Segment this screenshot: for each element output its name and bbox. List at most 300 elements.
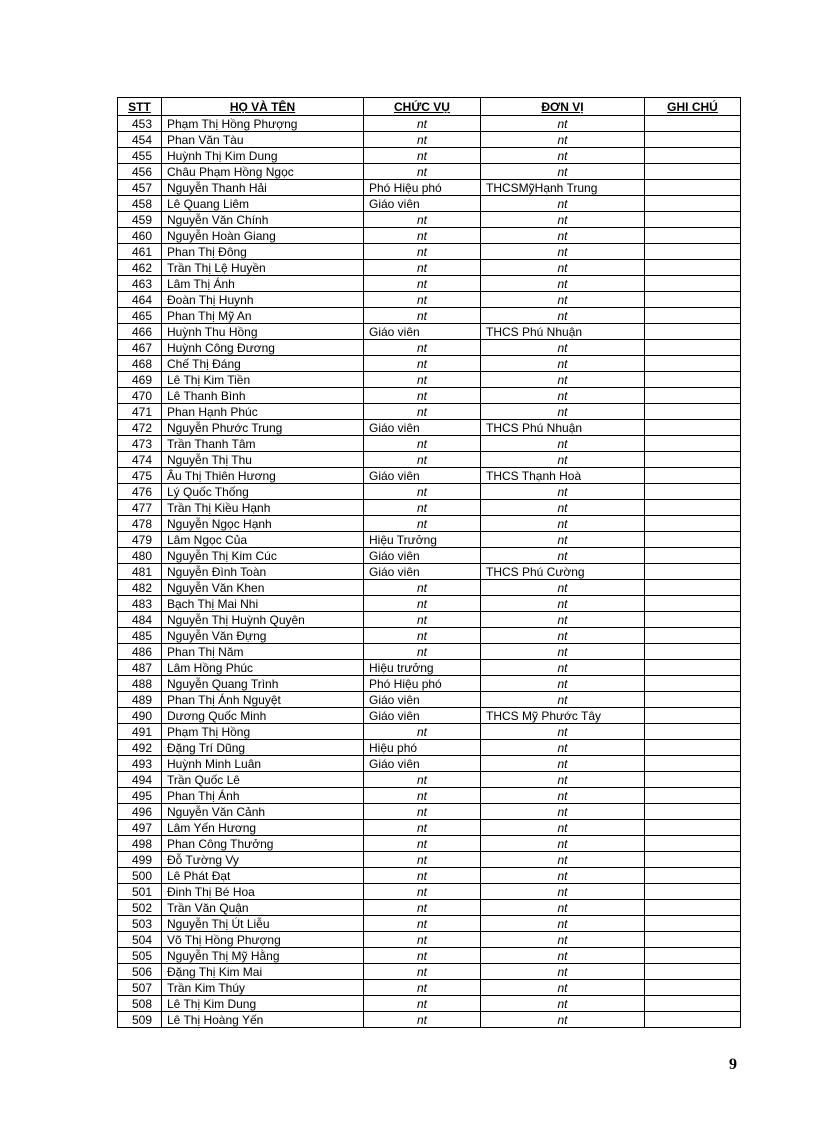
header-full-name: HỌ VÀ TÊN: [162, 98, 364, 116]
cell-full-name: Huỳnh Thị Kim Dung: [162, 148, 364, 164]
cell-full-name: Lê Phát Đạt: [162, 868, 364, 884]
cell-stt: 457: [118, 180, 162, 196]
cell-stt: 487: [118, 660, 162, 676]
cell-position: nt: [364, 884, 481, 900]
cell-full-name: Chế Thị Đáng: [162, 356, 364, 372]
page-number: 9: [729, 1056, 737, 1073]
cell-stt: 461: [118, 244, 162, 260]
cell-full-name: Nguyễn Thị Mỹ Hằng: [162, 948, 364, 964]
cell-stt: 473: [118, 436, 162, 452]
cell-full-name: Lý Quốc Thống: [162, 484, 364, 500]
cell-note: [645, 708, 741, 724]
cell-stt: 467: [118, 340, 162, 356]
cell-note: [645, 228, 741, 244]
cell-unit: nt: [481, 292, 645, 308]
table-row: [118, 180, 741, 196]
cell-position: nt: [364, 964, 481, 980]
cell-position: nt: [364, 900, 481, 916]
cell-position: nt: [364, 804, 481, 820]
cell-note: [645, 452, 741, 468]
header-unit: ĐƠN VỊ: [481, 98, 645, 116]
cell-note: [645, 324, 741, 340]
table-row: [118, 788, 741, 804]
cell-stt: 484: [118, 612, 162, 628]
cell-unit: nt: [481, 740, 645, 756]
cell-position: nt: [364, 452, 481, 468]
cell-full-name: Đinh Thị Bé Hoa: [162, 884, 364, 900]
cell-stt: 504: [118, 932, 162, 948]
cell-unit: nt: [481, 612, 645, 628]
cell-position: nt: [364, 980, 481, 996]
cell-unit: nt: [481, 356, 645, 372]
table-row: [118, 548, 741, 564]
cell-full-name: Lâm Thị Ánh: [162, 276, 364, 292]
cell-note: [645, 356, 741, 372]
table-row: [118, 356, 741, 372]
table-row: [118, 372, 741, 388]
staff-table: [117, 97, 741, 1028]
table-row: [118, 932, 741, 948]
cell-unit: nt: [481, 164, 645, 180]
cell-position: Giáo viên: [364, 708, 481, 724]
table-row: [118, 852, 741, 868]
cell-full-name: Lê Thị Hoàng Yến: [162, 1012, 364, 1028]
table-row: [118, 916, 741, 932]
cell-unit: nt: [481, 388, 645, 404]
header-note: GHI CHÚ: [645, 98, 741, 116]
table-row: [118, 116, 741, 132]
cell-unit: nt: [481, 884, 645, 900]
cell-stt: 485: [118, 628, 162, 644]
table-row: [118, 212, 741, 228]
cell-unit: nt: [481, 676, 645, 692]
cell-position: nt: [364, 212, 481, 228]
cell-position: nt: [364, 388, 481, 404]
table-row: [118, 580, 741, 596]
cell-stt: 453: [118, 116, 162, 132]
cell-full-name: Huỳnh Minh Luân: [162, 756, 364, 772]
cell-stt: 471: [118, 404, 162, 420]
cell-unit: nt: [481, 804, 645, 820]
cell-note: [645, 580, 741, 596]
table-row: [118, 196, 741, 212]
cell-stt: 472: [118, 420, 162, 436]
cell-position: nt: [364, 516, 481, 532]
cell-unit: nt: [481, 340, 645, 356]
cell-stt: 503: [118, 916, 162, 932]
cell-position: nt: [364, 500, 481, 516]
cell-position: nt: [364, 132, 481, 148]
table-row: [118, 628, 741, 644]
table-row: [118, 772, 741, 788]
cell-full-name: Lê Thị Kim Tiền: [162, 372, 364, 388]
cell-position: nt: [364, 244, 481, 260]
cell-unit: nt: [481, 932, 645, 948]
table-row: [118, 804, 741, 820]
cell-position: Giáo viên: [364, 420, 481, 436]
cell-note: [645, 596, 741, 612]
cell-unit: nt: [481, 996, 645, 1012]
cell-position: nt: [364, 820, 481, 836]
cell-note: [645, 388, 741, 404]
cell-full-name: Phan Thị Ánh Nguyệt: [162, 692, 364, 708]
cell-stt: 458: [118, 196, 162, 212]
cell-note: [645, 996, 741, 1012]
cell-full-name: Nguyễn Thị Huỳnh Quyên: [162, 612, 364, 628]
cell-stt: 463: [118, 276, 162, 292]
cell-full-name: Âu Thị Thiên Hương: [162, 468, 364, 484]
cell-unit: nt: [481, 212, 645, 228]
cell-stt: 469: [118, 372, 162, 388]
cell-full-name: Lê Thị Kim Dung: [162, 996, 364, 1012]
cell-note: [645, 980, 741, 996]
cell-stt: 490: [118, 708, 162, 724]
cell-full-name: Võ Thị Hồng Phượng: [162, 932, 364, 948]
cell-position: nt: [364, 932, 481, 948]
cell-unit: nt: [481, 196, 645, 212]
cell-unit: nt: [481, 436, 645, 452]
cell-stt: 506: [118, 964, 162, 980]
table-row: [118, 452, 741, 468]
cell-unit: nt: [481, 900, 645, 916]
cell-unit: nt: [481, 868, 645, 884]
cell-stt: 495: [118, 788, 162, 804]
table-row: [118, 996, 741, 1012]
cell-unit: nt: [481, 660, 645, 676]
cell-note: [645, 820, 741, 836]
table-row: [118, 148, 741, 164]
cell-unit: nt: [481, 500, 645, 516]
cell-note: [645, 548, 741, 564]
table-row: [118, 468, 741, 484]
cell-unit: nt: [481, 756, 645, 772]
cell-stt: 465: [118, 308, 162, 324]
cell-note: [645, 292, 741, 308]
table-row: [118, 244, 741, 260]
cell-unit: nt: [481, 1012, 645, 1028]
cell-note: [645, 196, 741, 212]
cell-stt: 492: [118, 740, 162, 756]
cell-position: nt: [364, 948, 481, 964]
cell-stt: 493: [118, 756, 162, 772]
cell-full-name: Dương Quốc Minh: [162, 708, 364, 724]
cell-full-name: Lâm Ngọc Của: [162, 532, 364, 548]
cell-unit: nt: [481, 228, 645, 244]
table-row: [118, 948, 741, 964]
table-row: [118, 644, 741, 660]
cell-stt: 455: [118, 148, 162, 164]
table-row: [118, 900, 741, 916]
cell-position: Phó Hiệu phó: [364, 676, 481, 692]
cell-full-name: Phan Thị Ánh: [162, 788, 364, 804]
cell-note: [645, 788, 741, 804]
cell-note: [645, 244, 741, 260]
cell-note: [645, 724, 741, 740]
cell-unit: nt: [481, 548, 645, 564]
cell-note: [645, 276, 741, 292]
cell-stt: 508: [118, 996, 162, 1012]
cell-full-name: Bạch Thị Mai Nhi: [162, 596, 364, 612]
table-row: [118, 324, 741, 340]
cell-note: [645, 644, 741, 660]
cell-full-name: Nguyễn Hoàn Giang: [162, 228, 364, 244]
table-row: [118, 756, 741, 772]
cell-unit: nt: [481, 596, 645, 612]
cell-position: nt: [364, 596, 481, 612]
cell-unit: nt: [481, 580, 645, 596]
cell-stt: 501: [118, 884, 162, 900]
cell-position: Hiệu trưởng: [364, 660, 481, 676]
cell-note: [645, 116, 741, 132]
cell-position: nt: [364, 436, 481, 452]
table-row: [118, 1012, 741, 1028]
cell-note: [645, 628, 741, 644]
cell-full-name: Phan Thị Mỹ An: [162, 308, 364, 324]
cell-unit: nt: [481, 836, 645, 852]
cell-position: nt: [364, 788, 481, 804]
cell-note: [645, 164, 741, 180]
cell-position: nt: [364, 612, 481, 628]
cell-unit: THCS Phú Nhuận: [481, 324, 645, 340]
cell-position: nt: [364, 340, 481, 356]
cell-position: nt: [364, 1012, 481, 1028]
cell-position: nt: [364, 772, 481, 788]
cell-unit: THCS Mỹ Phước Tây: [481, 708, 645, 724]
cell-note: [645, 740, 741, 756]
table-row: [118, 820, 741, 836]
cell-note: [645, 804, 741, 820]
cell-note: [645, 612, 741, 628]
cell-full-name: Trần Quốc Lê: [162, 772, 364, 788]
cell-full-name: Phan Thị Năm: [162, 644, 364, 660]
cell-position: Hiệu Trưởng: [364, 532, 481, 548]
cell-note: [645, 916, 741, 932]
cell-position: nt: [364, 484, 481, 500]
cell-full-name: Lâm Yến Hương: [162, 820, 364, 836]
cell-unit: nt: [481, 852, 645, 868]
cell-position: nt: [364, 580, 481, 596]
cell-note: [645, 516, 741, 532]
cell-stt: 507: [118, 980, 162, 996]
cell-note: [645, 868, 741, 884]
cell-stt: 509: [118, 1012, 162, 1028]
cell-stt: 474: [118, 452, 162, 468]
cell-full-name: Phạm Thị Hồng: [162, 724, 364, 740]
cell-unit: nt: [481, 516, 645, 532]
cell-stt: 470: [118, 388, 162, 404]
table-row: [118, 532, 741, 548]
cell-full-name: Nguyễn Phước Trung: [162, 420, 364, 436]
cell-note: [645, 308, 741, 324]
cell-full-name: Nguyễn Văn Chính: [162, 212, 364, 228]
table-row: [118, 420, 741, 436]
table-row: [118, 404, 741, 420]
cell-full-name: Lê Thanh Bình: [162, 388, 364, 404]
cell-stt: 456: [118, 164, 162, 180]
cell-stt: 466: [118, 324, 162, 340]
cell-note: [645, 692, 741, 708]
cell-note: [645, 212, 741, 228]
cell-note: [645, 148, 741, 164]
cell-position: nt: [364, 868, 481, 884]
cell-full-name: Trần Kim Thúy: [162, 980, 364, 996]
header-position: CHỨC VỤ: [364, 98, 481, 116]
cell-note: [645, 260, 741, 276]
table-row: [118, 436, 741, 452]
cell-note: [645, 500, 741, 516]
cell-position: nt: [364, 724, 481, 740]
cell-full-name: Nguyễn Đình Toàn: [162, 564, 364, 580]
cell-stt: 500: [118, 868, 162, 884]
cell-unit: nt: [481, 260, 645, 276]
table-row: [118, 612, 741, 628]
cell-position: nt: [364, 404, 481, 420]
cell-position: Giáo viên: [364, 324, 481, 340]
cell-note: [645, 852, 741, 868]
cell-note: [645, 772, 741, 788]
cell-full-name: Nguyễn Văn Đựng: [162, 628, 364, 644]
cell-full-name: Đoàn Thị Huynh: [162, 292, 364, 308]
cell-stt: 488: [118, 676, 162, 692]
cell-stt: 489: [118, 692, 162, 708]
cell-unit: nt: [481, 404, 645, 420]
cell-stt: 497: [118, 820, 162, 836]
cell-full-name: Phan Thị Đông: [162, 244, 364, 260]
cell-position: nt: [364, 852, 481, 868]
cell-stt: 502: [118, 900, 162, 916]
cell-unit: nt: [481, 276, 645, 292]
table-row: [118, 340, 741, 356]
cell-stt: 475: [118, 468, 162, 484]
cell-note: [645, 340, 741, 356]
table-row: [118, 500, 741, 516]
cell-note: [645, 932, 741, 948]
cell-position: nt: [364, 644, 481, 660]
cell-position: Giáo viên: [364, 564, 481, 580]
cell-unit: nt: [481, 452, 645, 468]
cell-position: nt: [364, 308, 481, 324]
cell-stt: 454: [118, 132, 162, 148]
table-row: [118, 692, 741, 708]
cell-note: [645, 836, 741, 852]
cell-unit: nt: [481, 788, 645, 804]
cell-unit: nt: [481, 916, 645, 932]
cell-position: nt: [364, 916, 481, 932]
cell-full-name: Nguyễn Ngọc Hạnh: [162, 516, 364, 532]
cell-stt: 468: [118, 356, 162, 372]
cell-stt: 464: [118, 292, 162, 308]
cell-unit: nt: [481, 372, 645, 388]
table-row: [118, 308, 741, 324]
cell-unit: nt: [481, 820, 645, 836]
cell-unit: THCS Phú Cường: [481, 564, 645, 580]
table-row: [118, 884, 741, 900]
cell-note: [645, 964, 741, 980]
cell-unit: THCS Phú Nhuận: [481, 420, 645, 436]
table-row: [118, 676, 741, 692]
cell-unit: nt: [481, 308, 645, 324]
cell-full-name: Phạm Thị Hồng Phượng: [162, 116, 364, 132]
cell-note: [645, 564, 741, 580]
cell-position: nt: [364, 228, 481, 244]
cell-note: [645, 900, 741, 916]
cell-position: Giáo viên: [364, 196, 481, 212]
cell-stt: 486: [118, 644, 162, 660]
cell-position: Phó Hiệu phó: [364, 180, 481, 196]
table-row: [118, 484, 741, 500]
cell-note: [645, 676, 741, 692]
cell-position: nt: [364, 116, 481, 132]
cell-unit: nt: [481, 692, 645, 708]
cell-full-name: Trần Thị Lệ Huyền: [162, 260, 364, 276]
cell-stt: 480: [118, 548, 162, 564]
cell-note: [645, 180, 741, 196]
cell-position: Hiệu phó: [364, 740, 481, 756]
cell-position: Giáo viên: [364, 468, 481, 484]
table-row: [118, 708, 741, 724]
cell-note: [645, 468, 741, 484]
cell-stt: 462: [118, 260, 162, 276]
cell-position: nt: [364, 292, 481, 308]
cell-note: [645, 660, 741, 676]
cell-full-name: Nguyễn Văn Cảnh: [162, 804, 364, 820]
cell-full-name: Phan Văn Tàu: [162, 132, 364, 148]
cell-position: nt: [364, 164, 481, 180]
cell-unit: nt: [481, 148, 645, 164]
cell-position: nt: [364, 372, 481, 388]
cell-stt: 477: [118, 500, 162, 516]
cell-position: nt: [364, 148, 481, 164]
cell-unit: nt: [481, 724, 645, 740]
header-stt: STT: [118, 98, 162, 116]
cell-stt: 496: [118, 804, 162, 820]
cell-full-name: Đặng Thị Kim Mai: [162, 964, 364, 980]
cell-stt: 491: [118, 724, 162, 740]
cell-unit: nt: [481, 980, 645, 996]
cell-note: [645, 420, 741, 436]
table-row: [118, 596, 741, 612]
cell-position: nt: [364, 260, 481, 276]
cell-note: [645, 756, 741, 772]
cell-stt: 498: [118, 836, 162, 852]
cell-position: nt: [364, 628, 481, 644]
cell-note: [645, 132, 741, 148]
cell-stt: 459: [118, 212, 162, 228]
cell-stt: 483: [118, 596, 162, 612]
cell-full-name: Huỳnh Công Đương: [162, 340, 364, 356]
cell-full-name: Phan Công Thưởng: [162, 836, 364, 852]
table-row: [118, 516, 741, 532]
cell-position: nt: [364, 356, 481, 372]
cell-full-name: Trần Thị Kiều Hạnh: [162, 500, 364, 516]
table-row: [118, 836, 741, 852]
cell-full-name: Nguyễn Thanh Hải: [162, 180, 364, 196]
cell-full-name: Trần Văn Quận: [162, 900, 364, 916]
cell-full-name: Nguyễn Quang Trình: [162, 676, 364, 692]
cell-stt: 505: [118, 948, 162, 964]
table-row: [118, 260, 741, 276]
cell-unit: nt: [481, 244, 645, 260]
cell-position: nt: [364, 996, 481, 1012]
cell-unit: nt: [481, 132, 645, 148]
cell-full-name: Nguyễn Thị Kim Cúc: [162, 548, 364, 564]
cell-stt: 482: [118, 580, 162, 596]
cell-note: [645, 484, 741, 500]
cell-full-name: Nguyễn Văn Khen: [162, 580, 364, 596]
table-row: [118, 724, 741, 740]
cell-note: [645, 948, 741, 964]
cell-full-name: Lâm Hồng Phúc: [162, 660, 364, 676]
